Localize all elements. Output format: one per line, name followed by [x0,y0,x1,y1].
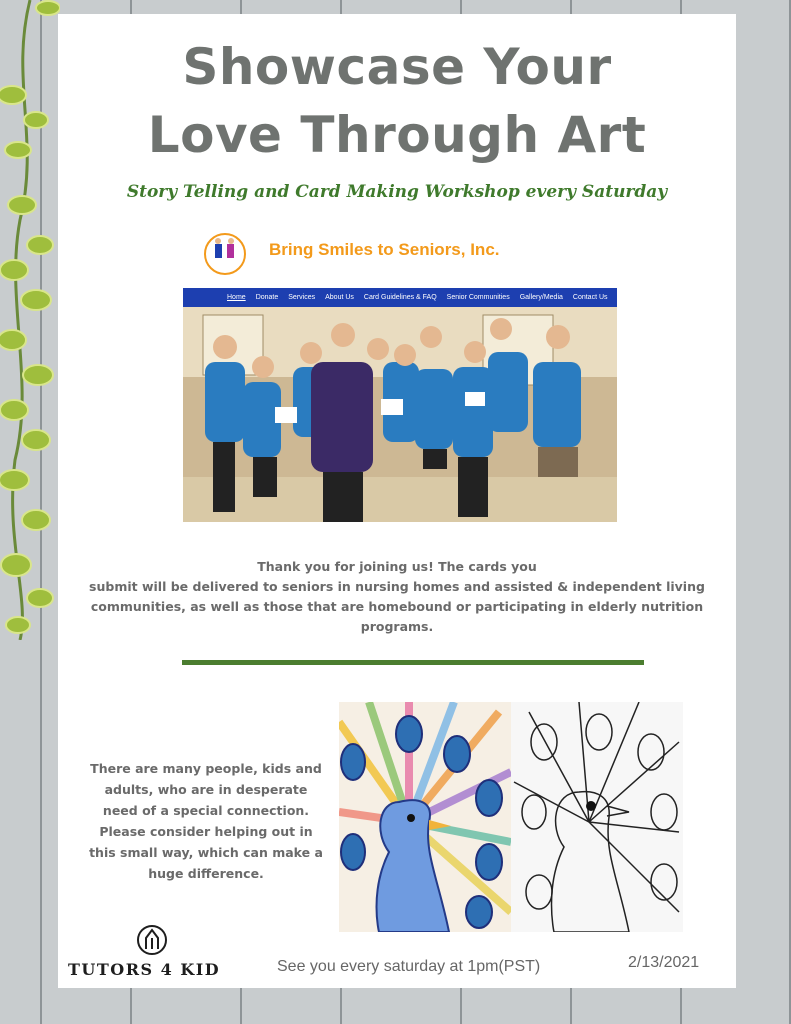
nav-services[interactable]: Services [288,294,316,301]
peacock-artwork [339,702,683,932]
subtitle: Story Telling and Card Making Workshop every Saturday [126,182,668,202]
nav-donate[interactable]: Donate [255,294,279,301]
title-line-1: Showcase Your [182,38,612,96]
nav-card-guidelines[interactable]: Card Guidelines & FAQ [363,294,437,301]
thank-you-message [88,557,706,637]
thank-you-line-1: Thank you for joining us! The cards you [257,559,537,574]
website-screenshot [183,226,617,522]
flyer-date: 2/13/2021 [628,954,700,971]
section-divider [182,660,644,665]
title-line-2: Love Through Art [147,106,647,164]
thank-you-line-2: submit will be delivered to seniors in nursing homes and assisted & independent living communities, as well as those that are homebound or participating in elderly nutrition programs. [89,579,705,634]
nav-gallery[interactable]: Gallery/Media [519,294,563,301]
pencil-tip-icon [136,924,168,956]
ivy-vine-icon [0,0,60,640]
nav-about-us[interactable]: About Us [325,294,354,301]
nav-senior-communities[interactable]: Senior Communities [446,294,510,301]
org-name: Bring Smiles to Seniors, Inc. [269,240,500,259]
flyer-card [58,14,736,988]
brand-name: TUTORS 4 KID [68,960,221,979]
website-header [183,226,617,288]
org-logo-icon [197,232,253,276]
schedule-note: See you every saturday at 1pm(PST) [277,958,541,975]
appeal-text: There are many people, kids and adults, who are in desperate need of a special connection. Please consider helping out in this small way, which can make a huge difference. [89,761,323,881]
nav-home[interactable]: Home [227,294,246,301]
website-nav-bar [183,288,617,307]
group-photo [183,307,617,522]
nav-contact-us[interactable]: Contact Us [572,294,608,301]
